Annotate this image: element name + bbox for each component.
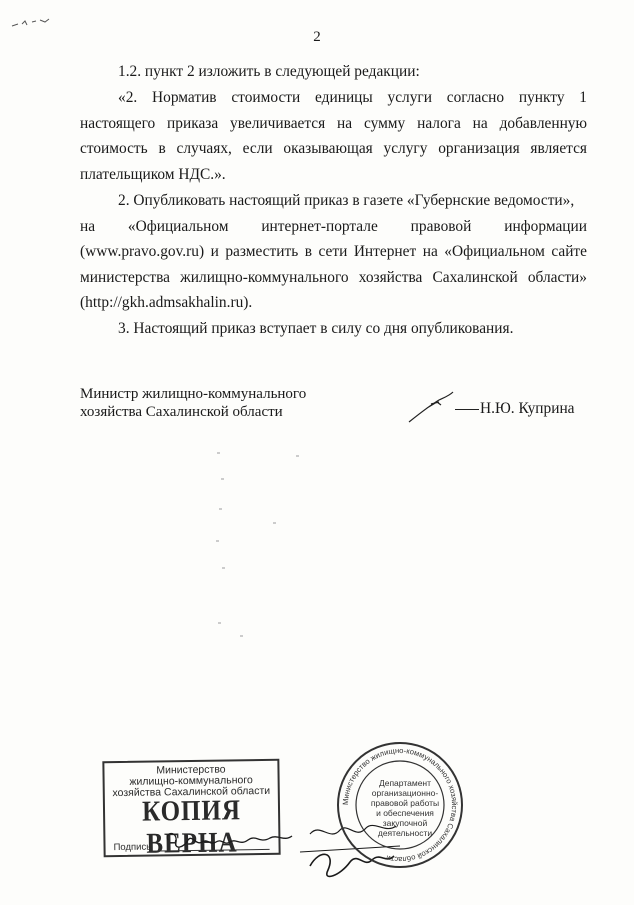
paragraph-norm: «2. Норматив стоимости единицы услуги согласно пункту 1 настоящего приказа увеличивается на сумму налога на добавленную стоимость в случаях, если оказывающая услугу организация является плательщиком НДС.». xyxy=(80,89,587,183)
paragraph-publish-line2: на «Официальном интернет-портале правовой информации xyxy=(80,217,587,235)
signature-dash xyxy=(455,409,479,410)
stamp-sign-label: Подпись xyxy=(113,841,152,854)
seal-ring-text: Министерство жилищно-коммунального хозяйства Сахалинской области xyxy=(340,745,460,865)
seal-center-line6: деятельности xyxy=(377,828,433,838)
signatory-position xyxy=(80,385,306,421)
scan-speck xyxy=(218,622,221,624)
signatory-position-line1: Министр жилищно-коммунального xyxy=(80,386,307,402)
paragraph-1-2: 1.2. пункт 2 изложить в следующей редакции: xyxy=(118,63,420,80)
seal-center-line4: и обеспечения xyxy=(376,808,434,818)
signatory-name: Н.Ю. Куприна xyxy=(480,400,575,417)
scan-speck xyxy=(296,455,299,457)
seal-center-line5: закупочной xyxy=(382,818,428,828)
page-number: 2 xyxy=(313,29,321,45)
scan-speck xyxy=(217,452,220,454)
scan-speck xyxy=(222,567,225,569)
scan-speck xyxy=(273,522,276,524)
scan-speck xyxy=(216,540,219,542)
signatory-position-line2: хозяйства Сахалинской области xyxy=(80,404,283,420)
paragraph-publish-rest: (www.pravo.gov.ru) и разместить в сети Интернет на «Официальном сайте министерства жилищно-коммунального хозяйства Сахалинской области» (http://gkh.admsakhalin.ru). xyxy=(80,243,587,312)
stamp-line-region: хозяйства Сахалинской области xyxy=(112,784,271,800)
seal-center-line2: организационно- xyxy=(371,788,439,798)
seal-center-text xyxy=(358,778,452,838)
seal-center-line3: правовой работы xyxy=(370,798,440,808)
paragraph-publish-line1: 2. Опубликовать настоящий приказ в газете «Губернские ведомости», xyxy=(118,192,575,209)
stamp-certified-copy: КОПИЯ ВЕРНА xyxy=(141,795,242,860)
handwritten-signature xyxy=(405,388,465,428)
scan-speck xyxy=(221,478,224,480)
stamp-line-ministry: Министерство xyxy=(156,763,226,777)
seal-center-line1: Департамент xyxy=(378,778,432,788)
scan-speck xyxy=(219,508,222,510)
stamp-line-department: жилищно-коммунального xyxy=(129,774,253,788)
paragraph-effective: 3. Настоящий приказ вступает в силу со дня опубликования. xyxy=(118,320,514,337)
scan-speck xyxy=(240,635,243,637)
